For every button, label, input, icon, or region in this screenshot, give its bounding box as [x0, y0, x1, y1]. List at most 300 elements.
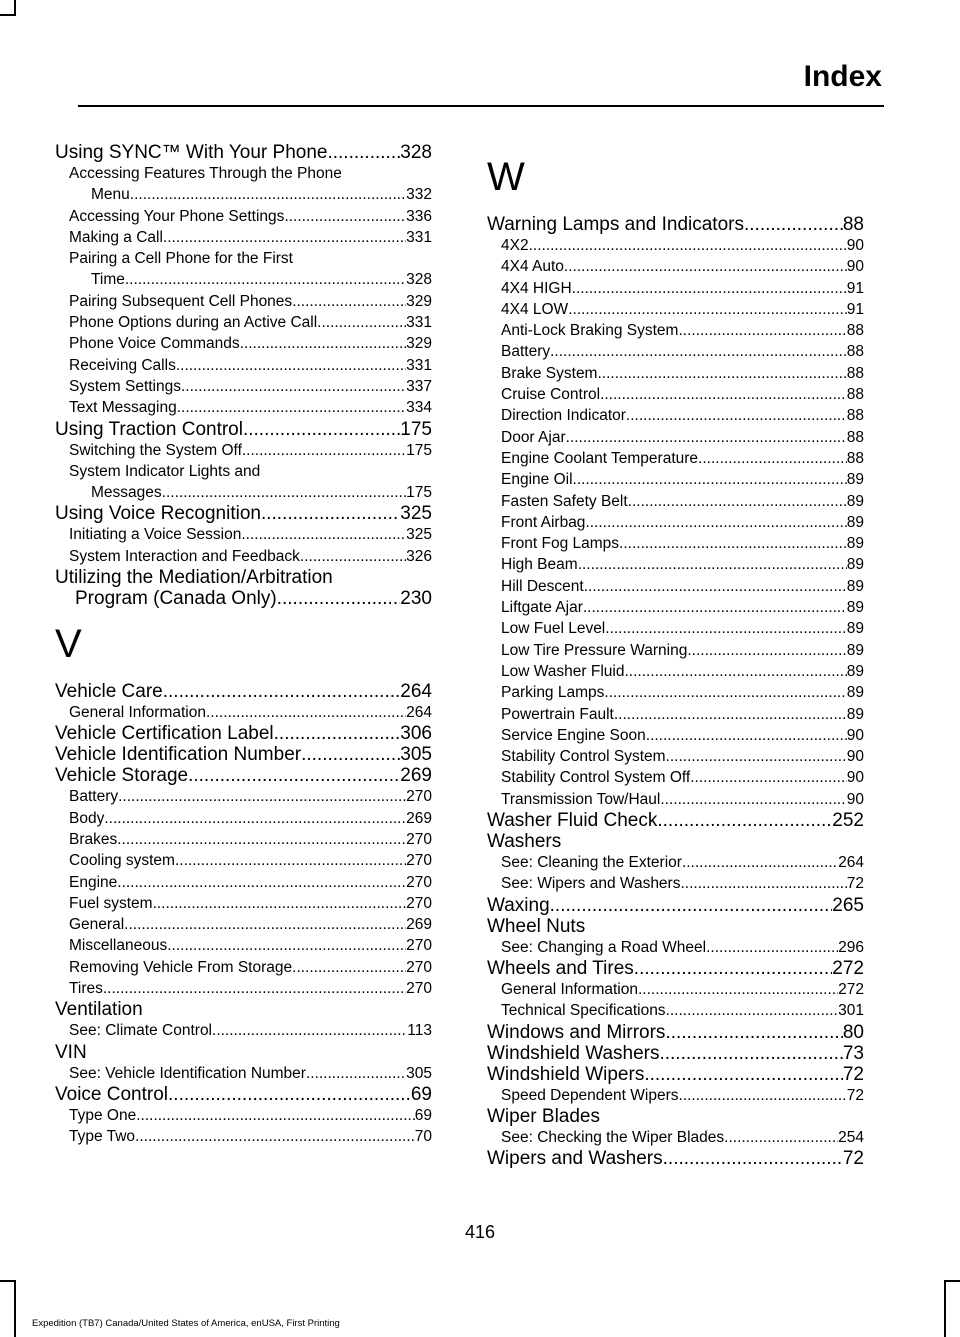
- dot-leader: [167, 935, 406, 956]
- dot-leader: [564, 256, 847, 277]
- entry-page: 88: [846, 322, 864, 340]
- index-entry[interactable]: [487, 1148, 864, 1169]
- entry-page: 175: [406, 484, 432, 502]
- dot-leader: [597, 363, 846, 384]
- index-entry[interactable]: [55, 567, 432, 588]
- index-subentry[interactable]: [487, 640, 864, 661]
- entry-text: Wipers and Washers: [487, 1148, 663, 1170]
- index-subentry[interactable]: [487, 725, 864, 746]
- entry-text: Technical Specifications: [501, 1002, 666, 1020]
- index-column-left: [55, 142, 432, 1148]
- dot-leader: [666, 1000, 839, 1021]
- index-entry[interactable]: [55, 142, 432, 163]
- index-entry[interactable]: [487, 831, 864, 852]
- entry-text: Windshield Washers: [487, 1042, 660, 1064]
- dot-leader: [566, 427, 847, 448]
- dot-leader: [176, 355, 406, 376]
- dot-leader: [136, 1105, 415, 1126]
- entry-text: Body: [69, 809, 105, 827]
- entry-page: 264: [838, 854, 864, 872]
- dot-leader: [135, 1126, 415, 1147]
- dot-leader: [573, 469, 847, 490]
- index-subentry[interactable]: [487, 278, 864, 299]
- index-subentry[interactable]: [55, 482, 432, 503]
- dot-leader: [550, 341, 847, 362]
- dot-leader: [306, 1063, 406, 1084]
- dot-leader: [646, 725, 847, 746]
- index-subentry[interactable]: [55, 893, 432, 914]
- index-entry[interactable]: [55, 1042, 432, 1063]
- dot-leader: [624, 661, 846, 682]
- entry-text: Miscellaneous: [69, 937, 168, 955]
- entry-text: Battery: [69, 788, 119, 806]
- index-subentry[interactable]: [487, 341, 864, 362]
- entry-page: 89: [846, 662, 864, 680]
- index-subentry[interactable]: [55, 227, 432, 248]
- dot-leader: [698, 448, 847, 469]
- dot-leader: [614, 704, 847, 725]
- dot-leader: [175, 850, 406, 871]
- index-subentry[interactable]: [55, 248, 432, 269]
- index-entry[interactable]: [55, 744, 432, 765]
- entry-text: Menu: [91, 186, 130, 204]
- entry-text: Low Tire Pressure Warning: [501, 641, 688, 659]
- entry-page: 90: [846, 237, 864, 254]
- entry-page: 113: [407, 1022, 432, 1040]
- entry-page: 89: [846, 535, 864, 553]
- dot-leader: [277, 588, 401, 609]
- entry-page: 72: [846, 875, 864, 893]
- entry-text: Cooling system: [69, 852, 175, 870]
- dot-leader: [657, 810, 832, 831]
- entry-text: Removing Vehicle From Storage: [69, 958, 293, 976]
- index-subentry[interactable]: [55, 978, 432, 999]
- index-subentry[interactable]: [55, 269, 432, 290]
- index-subentry[interactable]: [487, 256, 864, 277]
- dot-leader: [327, 142, 400, 163]
- page-title: Index: [803, 60, 882, 93]
- dot-leader: [163, 227, 406, 248]
- dot-leader: [665, 1022, 842, 1043]
- entry-text: Tires: [69, 980, 103, 998]
- index-subentry[interactable]: [487, 554, 864, 575]
- index-subentry[interactable]: [55, 808, 432, 829]
- dot-leader: [690, 767, 847, 788]
- dot-leader: [706, 937, 838, 958]
- index-subentry[interactable]: [487, 767, 864, 788]
- entry-text: Using Voice Recognition: [55, 503, 261, 525]
- entry-page: 70: [414, 1128, 432, 1146]
- dot-leader: [680, 873, 846, 894]
- dot-leader: [678, 320, 846, 341]
- index-subentry[interactable]: [487, 618, 864, 639]
- index-entry[interactable]: [487, 214, 864, 235]
- dot-leader: [660, 789, 846, 810]
- index-subentry[interactable]: [55, 440, 432, 461]
- index-subentry[interactable]: [487, 597, 864, 618]
- entry-text: System Settings: [69, 377, 181, 395]
- entry-text: 4X4 LOW: [501, 300, 569, 318]
- page-number: 416: [464, 1222, 496, 1242]
- dot-leader: [103, 978, 406, 999]
- dot-leader: [206, 702, 406, 723]
- entry-text: Brake System: [501, 364, 598, 382]
- crop-mark: [944, 1280, 960, 1282]
- dot-leader: [261, 503, 400, 524]
- entry-text: Vehicle Care: [55, 681, 163, 703]
- entry-text: Low Washer Fluid: [501, 662, 625, 680]
- entry-page: 90: [846, 748, 864, 766]
- entry-text: Messages: [91, 484, 162, 502]
- dot-leader: [163, 681, 401, 702]
- entry-page: 270: [406, 958, 432, 976]
- entry-page: 88: [846, 407, 864, 425]
- index-subentry[interactable]: [55, 163, 432, 184]
- index-subentry[interactable]: [487, 979, 864, 1000]
- index-subentry[interactable]: [55, 461, 432, 482]
- index-subentry[interactable]: [55, 397, 432, 418]
- entry-page: 88: [842, 214, 864, 235]
- entry-text: System Interaction and Feedback: [69, 547, 300, 565]
- entry-page: 89: [846, 684, 864, 702]
- entry-text: Hill Descent: [501, 577, 584, 595]
- entry-page: 69: [410, 1083, 432, 1105]
- index-entry[interactable]: [487, 895, 864, 916]
- entry-text: Phone Voice Commands: [69, 335, 240, 353]
- entry-text: Using Traction Control: [55, 418, 243, 440]
- dot-leader: [550, 895, 833, 916]
- dot-leader: [585, 512, 846, 533]
- dot-leader: [153, 893, 407, 914]
- index-entry[interactable]: [55, 765, 432, 786]
- entry-page: 270: [406, 894, 432, 912]
- crop-mark: [0, 14, 16, 16]
- entry-text: Type One: [69, 1106, 137, 1124]
- index-subentry[interactable]: [487, 661, 864, 682]
- dot-leader: [644, 1064, 843, 1085]
- dot-leader: [117, 829, 406, 850]
- dot-leader: [292, 957, 406, 978]
- entry-page: 270: [406, 873, 432, 891]
- dot-leader: [104, 808, 406, 829]
- entry-text: 4X4 Auto: [501, 258, 564, 276]
- entry-page: 272: [838, 980, 864, 998]
- index-entry[interactable]: [487, 810, 864, 831]
- entry-page: 88: [846, 364, 864, 382]
- index-entry[interactable]: [487, 1106, 864, 1127]
- entry-text: Warning Lamps and Indicators: [487, 214, 744, 235]
- entry-text: Powertrain Fault: [501, 705, 614, 723]
- dot-leader: [181, 376, 406, 397]
- dot-leader: [663, 1148, 843, 1169]
- index-subentry[interactable]: [487, 491, 864, 512]
- index-subentry[interactable]: [487, 576, 864, 597]
- entry-page: 301: [838, 1002, 864, 1020]
- entry-page: 269: [406, 809, 432, 827]
- entry-page: 72: [842, 1148, 864, 1170]
- entry-text: Text Messaging: [69, 399, 177, 417]
- index-subentry[interactable]: [55, 1126, 432, 1147]
- dot-leader: [529, 235, 847, 256]
- dot-leader: [117, 872, 406, 893]
- entry-text: Liftgate Ajar: [501, 599, 583, 617]
- index-subentry[interactable]: [55, 524, 432, 545]
- entry-text: Low Fuel Level: [501, 620, 606, 638]
- index-subentry[interactable]: [55, 786, 432, 807]
- entry-text: Washer Fluid Check: [487, 810, 658, 832]
- index-entry[interactable]: [487, 1064, 864, 1085]
- entry-text: See: Vehicle Identification Number: [69, 1064, 306, 1082]
- index-subentry[interactable]: [487, 682, 864, 703]
- dot-leader: [572, 278, 847, 299]
- entry-page: 90: [846, 769, 864, 787]
- header-rule: [78, 105, 884, 107]
- entry-text: Engine: [69, 873, 118, 891]
- entry-page: 265: [832, 894, 864, 916]
- crop-mark: [14, 1280, 16, 1337]
- index-subentry[interactable]: [487, 469, 864, 490]
- index-subentry[interactable]: [55, 206, 432, 227]
- entry-text: Battery: [501, 343, 551, 361]
- index-entry[interactable]: [55, 588, 432, 609]
- dot-leader: [168, 1084, 411, 1105]
- index-subentry[interactable]: [487, 427, 864, 448]
- entry-text: Windshield Wipers: [487, 1063, 645, 1085]
- dot-leader: [212, 1020, 407, 1041]
- entry-page: 305: [406, 1064, 432, 1082]
- index-subentry[interactable]: [55, 1063, 432, 1084]
- entry-page: 331: [406, 314, 432, 332]
- index-entry[interactable]: [487, 1043, 864, 1064]
- dot-leader: [600, 384, 847, 405]
- dot-leader: [274, 723, 401, 744]
- index-subentry[interactable]: [487, 512, 864, 533]
- index-entry[interactable]: [55, 419, 432, 440]
- entry-text: Anti-Lock Braking System: [501, 322, 679, 340]
- index-subentry[interactable]: [55, 935, 432, 956]
- entry-page: 337: [406, 377, 432, 395]
- entry-text: Fasten Safety Belt: [501, 492, 628, 510]
- entry-text: Program (Canada Only): [75, 588, 277, 610]
- entry-text: 4X4 HIGH: [501, 279, 572, 297]
- index-entry[interactable]: [55, 999, 432, 1020]
- dot-leader: [583, 597, 847, 618]
- entry-text: Making a Call: [69, 228, 163, 246]
- entry-text: Engine Coolant Temperature: [501, 449, 699, 467]
- index-subentry[interactable]: [487, 299, 864, 320]
- entry-text: Wheels and Tires: [487, 957, 634, 979]
- entry-page: 306: [400, 723, 432, 745]
- entry-text: Time: [91, 271, 125, 289]
- index-subentry[interactable]: [487, 363, 864, 384]
- entry-text: Stability Control System Off: [501, 769, 691, 787]
- entry-text: Direction Indicator: [501, 407, 626, 425]
- index-subentry[interactable]: [55, 1105, 432, 1126]
- index-subentry[interactable]: [487, 704, 864, 725]
- dot-leader: [292, 291, 406, 312]
- index-subentry[interactable]: [55, 376, 432, 397]
- index-subentry[interactable]: [487, 235, 864, 256]
- dot-leader: [300, 546, 406, 567]
- entry-page: 331: [406, 356, 432, 374]
- entry-page: 175: [406, 441, 432, 459]
- dot-leader: [724, 1127, 838, 1148]
- entry-text: Type Two: [69, 1128, 136, 1146]
- entry-page: 264: [400, 681, 432, 703]
- dot-leader: [634, 958, 833, 979]
- entry-text: Windows and Mirrors: [487, 1021, 666, 1043]
- index-subentry[interactable]: [55, 872, 432, 893]
- entry-page: 89: [846, 705, 864, 723]
- index-subentry[interactable]: [487, 384, 864, 405]
- entry-text: High Beam: [501, 556, 578, 574]
- index-subentry[interactable]: [487, 1000, 864, 1021]
- entry-page: 328: [406, 271, 432, 289]
- entry-text: Using SYNC™ With Your Phone: [55, 142, 328, 163]
- entry-text: Pairing Subsequent Cell Phones: [69, 292, 293, 310]
- dot-leader: [243, 419, 400, 440]
- entry-page: 326: [406, 547, 432, 565]
- entry-page: 328: [400, 142, 432, 163]
- index-entry[interactable]: [55, 723, 432, 744]
- entry-text: See: Cleaning the Exterior: [501, 854, 682, 872]
- index-subentry[interactable]: [55, 291, 432, 312]
- index-subentry[interactable]: [55, 957, 432, 978]
- entry-text: Vehicle Storage: [55, 765, 189, 787]
- index-subentry[interactable]: [55, 850, 432, 871]
- index-subentry[interactable]: [487, 448, 864, 469]
- entry-page: 270: [406, 852, 432, 870]
- index-entry[interactable]: [487, 958, 864, 979]
- index-entry[interactable]: [55, 681, 432, 702]
- entry-text: Speed Dependent Wipers: [501, 1086, 679, 1104]
- entry-page: 89: [846, 556, 864, 574]
- entry-text: See: Changing a Road Wheel: [501, 938, 707, 956]
- entry-page: 88: [846, 386, 864, 404]
- index-subentry[interactable]: [55, 702, 432, 723]
- entry-text: General Information: [69, 704, 206, 722]
- index-entry[interactable]: [487, 1022, 864, 1043]
- entry-page: 72: [846, 1086, 864, 1104]
- entry-page: 331: [406, 228, 432, 246]
- entry-page: 272: [832, 957, 864, 979]
- entry-page: 270: [406, 788, 432, 806]
- dot-leader: [638, 979, 838, 1000]
- index-subentry[interactable]: [487, 1127, 864, 1148]
- entry-text: Accessing Your Phone Settings: [69, 207, 285, 225]
- entry-page: 89: [846, 620, 864, 638]
- index-subentry[interactable]: [55, 355, 432, 376]
- entry-text: Parking Lamps: [501, 684, 605, 702]
- dot-leader: [125, 269, 406, 290]
- index-entry[interactable]: [55, 503, 432, 524]
- entry-text: Pairing a Cell Phone for the First: [69, 250, 293, 268]
- entry-text: Engine Oil: [501, 471, 573, 489]
- entry-text: 4X2: [501, 237, 529, 254]
- dot-leader: [242, 440, 406, 461]
- dot-leader: [568, 299, 847, 320]
- dot-leader: [584, 576, 847, 597]
- dot-leader: [301, 744, 400, 765]
- entry-page: 89: [846, 471, 864, 489]
- entry-page: 270: [406, 937, 432, 955]
- entry-page: 90: [846, 258, 864, 276]
- index-subentry[interactable]: [55, 546, 432, 567]
- entry-page: 91: [846, 279, 864, 297]
- dot-leader: [659, 1043, 842, 1064]
- entry-text: Initiating a Voice Session: [69, 526, 242, 544]
- index-subentry[interactable]: [55, 184, 432, 205]
- index-subentry[interactable]: [487, 873, 864, 894]
- index-subentry[interactable]: [55, 914, 432, 935]
- dot-leader: [604, 682, 846, 703]
- entry-text: Transmission Tow/Haul: [501, 790, 661, 808]
- dot-leader: [317, 312, 406, 333]
- index-subentry[interactable]: [487, 852, 864, 873]
- index-subentry[interactable]: [487, 320, 864, 341]
- entry-page: 334: [406, 399, 432, 417]
- entry-page: 89: [846, 599, 864, 617]
- dot-leader: [130, 184, 406, 205]
- entry-text: Front Fog Lamps: [501, 535, 620, 553]
- entry-text: Accessing Features Through the Phone: [69, 165, 342, 182]
- entry-text: System Indicator Lights and: [69, 462, 261, 480]
- dot-leader: [666, 746, 847, 767]
- dot-leader: [744, 214, 843, 235]
- dot-leader: [682, 852, 838, 873]
- entry-page: 80: [842, 1021, 864, 1043]
- index-subentry[interactable]: [55, 1020, 432, 1041]
- dot-leader: [687, 640, 846, 661]
- index-subentry[interactable]: [487, 405, 864, 426]
- index-entry[interactable]: [55, 1084, 432, 1105]
- entry-text: Washers: [487, 831, 562, 853]
- entry-page: 264: [406, 704, 432, 722]
- entry-page: 325: [406, 526, 432, 544]
- index-subentry[interactable]: [487, 746, 864, 767]
- entry-text: Receiving Calls: [69, 356, 176, 374]
- index-subentry[interactable]: [487, 1085, 864, 1106]
- entry-text: Cruise Control: [501, 386, 601, 404]
- entry-text: Front Airbag: [501, 513, 586, 531]
- section-letter: V: [55, 622, 82, 667]
- edition-footer: Expedition (TB7) Canada/United States of America, enUSA, First Printing: [32, 1318, 340, 1329]
- dot-leader: [188, 765, 400, 786]
- dot-leader: [284, 206, 406, 227]
- index-entry[interactable]: [487, 916, 864, 937]
- entry-page: 90: [846, 726, 864, 744]
- entry-text: General: [69, 916, 125, 934]
- index-subentry[interactable]: [55, 829, 432, 850]
- index-subentry[interactable]: [55, 312, 432, 333]
- entry-page: 305: [400, 744, 432, 766]
- index-column-right: [487, 142, 864, 1169]
- entry-text: Voice Control: [55, 1083, 169, 1105]
- entry-page: 332: [406, 186, 432, 204]
- index-subentry[interactable]: [487, 937, 864, 958]
- entry-text: Phone Options during an Active Call: [69, 314, 318, 332]
- index-subentry[interactable]: [487, 789, 864, 810]
- dot-leader: [124, 914, 406, 935]
- entry-text: Switching the System Off: [69, 441, 242, 459]
- index-subentry[interactable]: [55, 333, 432, 354]
- entry-page: 88: [846, 449, 864, 467]
- entry-text: Wheel Nuts: [487, 915, 586, 937]
- entry-text: General Information: [501, 980, 638, 998]
- entry-page: 270: [406, 980, 432, 998]
- entry-page: 72: [842, 1063, 864, 1085]
- index-subentry[interactable]: [487, 533, 864, 554]
